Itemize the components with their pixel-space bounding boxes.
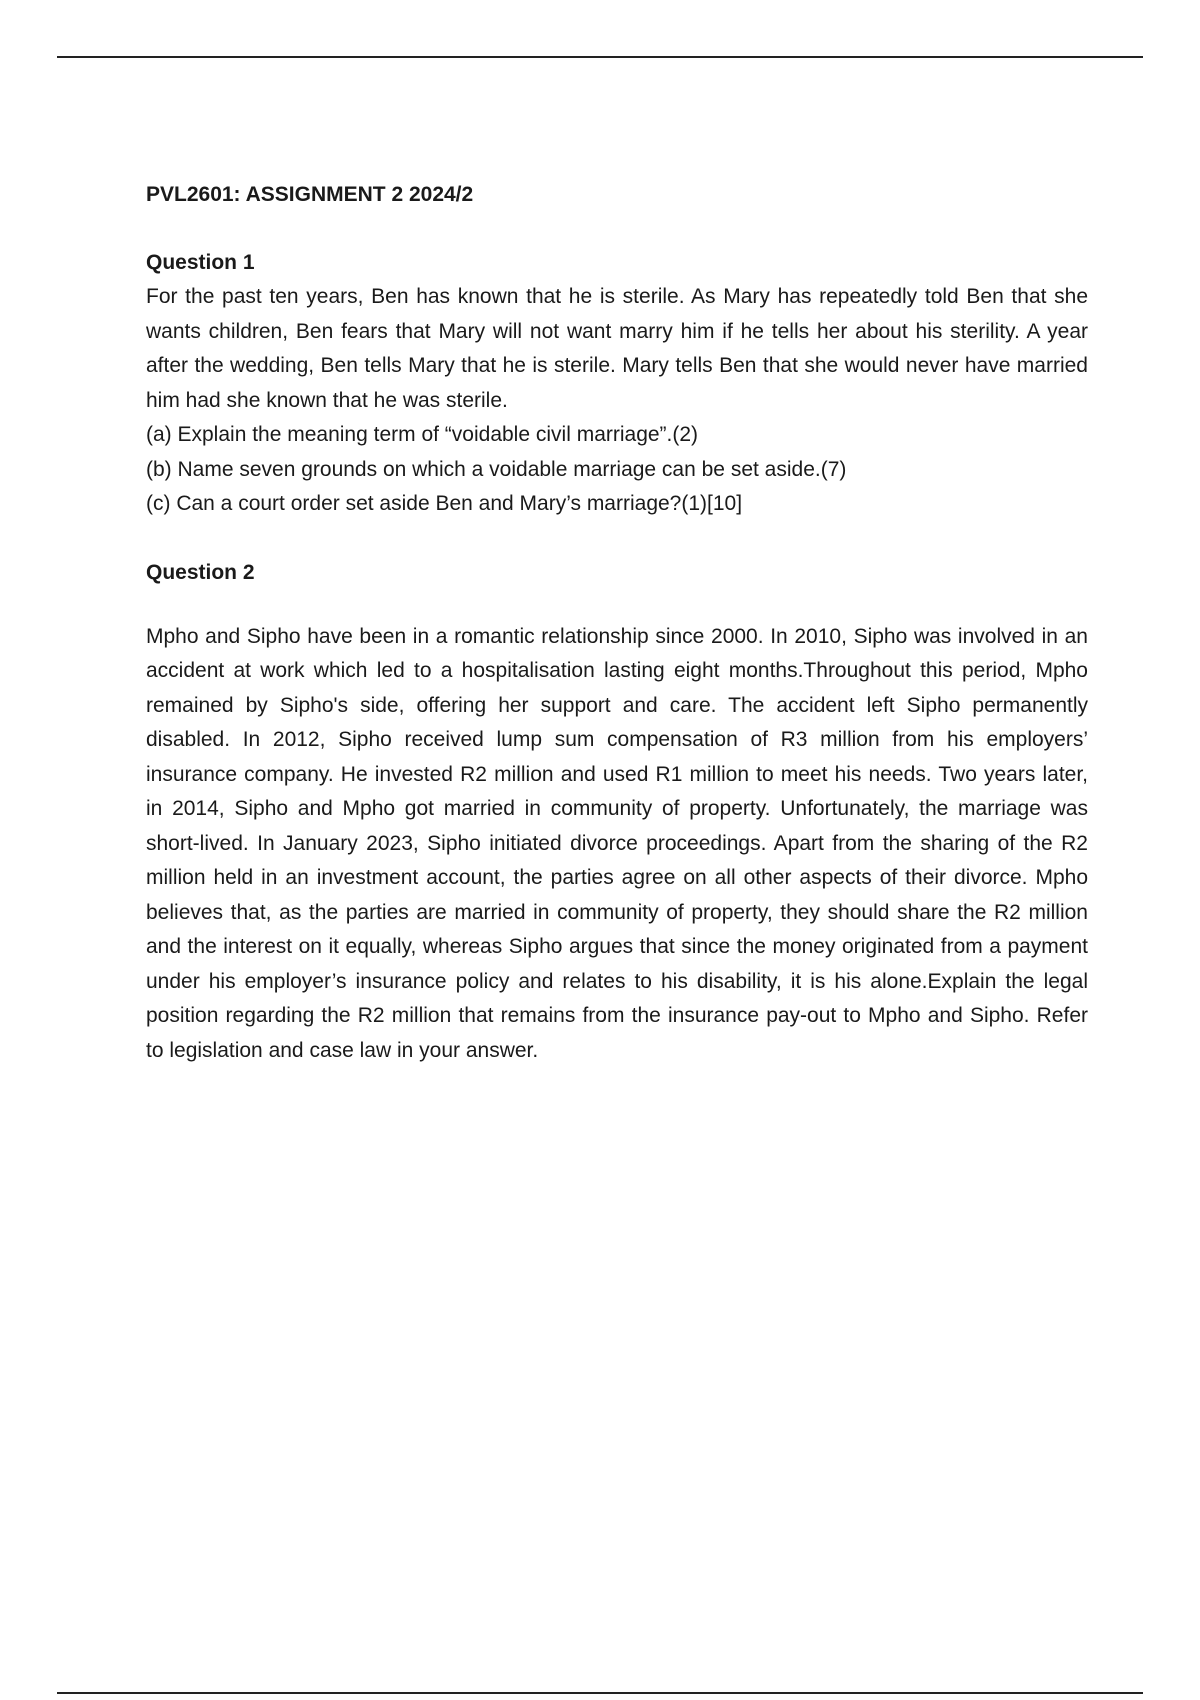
footer-rule	[57, 1692, 1143, 1694]
question-1-body: For the past ten years, Ben has known that he is sterile. As Mary has repeatedly told Ben that she wants children, Ben fears that Mary will not want marry him if he tells her about his sterility. A year after the wedding, Ben tells Mary that he is sterile. Mary tells Ben that she would never have married him had she known that he was sterile.	[146, 285, 1088, 412]
document-title: PVL2601: ASSIGNMENT 2 2024/2	[146, 183, 474, 206]
document-body	[146, 178, 1088, 1068]
question-1-heading: Question 1	[146, 251, 255, 274]
question-2-heading: Question 2	[146, 560, 255, 584]
question-1-section	[146, 246, 1088, 522]
header-rule	[57, 56, 1143, 58]
question-2-section	[146, 556, 1088, 1069]
question-1-item-b: (b) Name seven grounds on which a voidable marriage can be set aside.(7)	[146, 457, 847, 481]
question-1-item-a: (a) Explain the meaning term of “voidable civil marriage”.(2)	[146, 423, 699, 446]
question-2-body: Mpho and Sipho have been in a romantic relationship since 2000. In 2010, Sipho was involved in an accident at work which led to a hospitalisation lasting eight months.Throughout this period, Mpho remained by Sipho's side, offering her support and care. The accident left Sipho permanently disabled. In 2012, Sipho received lump sum compensation of R3 million from his employers’ insurance company. He invested R2 million and used R1 million to meet his needs. Two years later, in 2014, Sipho and Mpho got married in community of property. Unfortunately, the marriage was short-lived. In January 2023, Sipho initiated divorce proceedings. Apart from the sharing of the R2 million held in an investment account, the parties agree on all other aspects of their divorce. Mpho believes that, as the parties are married in community of property, they should share the R2 million and the interest on it equally, whereas Sipho argues that since the money originated from a payment under his employer’s insurance policy and relates to his disability, it is his alone.Explain the legal position regarding the R2 million that remains from the insurance pay-out to Mpho and Sipho. Refer to legislation and case law in your answer.	[146, 624, 1088, 1062]
question-1-item-c: (c) Can a court order set aside Ben and Mary’s marriage?(1)[10]	[146, 492, 743, 515]
